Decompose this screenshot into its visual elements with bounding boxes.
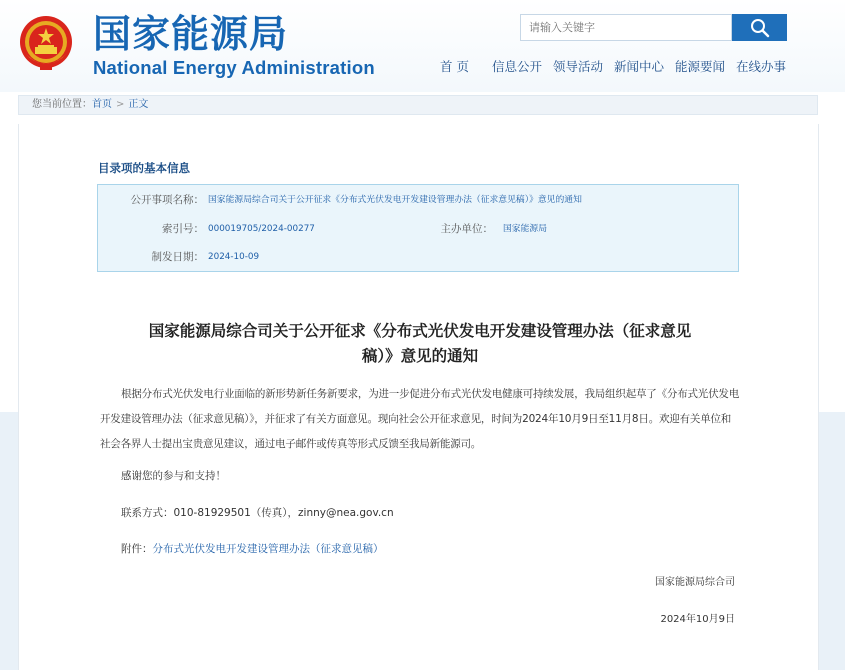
info-name-value: 国家能源局综合司关于公开征求《分布式光伏发电开发建设管理办法（征求意见稿）》意见的通知 <box>208 195 582 205</box>
info-index-value: 000019705/2024-00277 <box>208 224 315 234</box>
site-title-en[interactable]: National Energy Administration <box>93 57 375 78</box>
nav-item-leader-activity[interactable]: 领导活动 <box>553 59 604 74</box>
article-thanks: 感谢您的参与和支持！ <box>121 470 226 482</box>
article-attachment <box>121 541 384 557</box>
breadcrumb-home-link[interactable]: 首页 <box>92 99 112 110</box>
search-input[interactable] <box>520 14 732 41</box>
main-nav <box>440 57 794 77</box>
info-org-label: 主办单位： <box>440 223 493 235</box>
article-contact: 联系方式：010-81929501（传真），zinny@nea.gov.cn <box>121 507 394 519</box>
search-button[interactable] <box>732 14 787 41</box>
national-emblem-icon[interactable] <box>18 14 74 74</box>
article-title-line2: 稿）》意见的通知 <box>361 346 479 365</box>
article-sign-date: 2024年10月9日 <box>660 614 735 625</box>
breadcrumb-separator: > <box>116 99 125 110</box>
article-signer: 国家能源局综合司 <box>655 577 735 588</box>
nav-item-energy-news[interactable]: 能源要闻 <box>675 59 726 74</box>
breadcrumb-current[interactable]: 正文 <box>128 99 149 110</box>
info-index-label: 索引号： <box>162 223 204 235</box>
breadcrumb <box>18 95 818 115</box>
info-date-label: 制发日期： <box>151 251 204 263</box>
nav-item-info-public[interactable]: 信息公开 <box>492 59 543 74</box>
info-date-value: 2024-10-09 <box>208 252 260 262</box>
info-name-label: 公开事项名称： <box>130 194 204 206</box>
article-title-line1: 国家能源局综合司关于公开征求《分布式光伏发电开发建设管理办法（征求意见 <box>148 321 692 340</box>
attachment-label: 附件： <box>121 543 153 555</box>
search-icon <box>750 18 770 38</box>
site-header <box>0 0 845 92</box>
nav-item-home[interactable]: 首 页 <box>440 59 469 74</box>
site-title-cn[interactable]: 国家能源局 <box>93 12 289 56</box>
nav-item-news-center[interactable]: 新闻中心 <box>614 59 665 74</box>
info-org-value: 国家能源局 <box>503 224 547 234</box>
info-box <box>97 184 739 272</box>
attachment-link[interactable]: 分布式光伏发电开发建设管理办法（征求意见稿） <box>152 543 384 555</box>
nav-item-online-service[interactable]: 在线办事 <box>736 59 787 74</box>
breadcrumb-prefix: 您当前位置： <box>32 99 92 110</box>
article-title <box>100 318 740 368</box>
article-body: 根据分布式光伏发电行业面临的新形势新任务新要求，为进一步促进分布式光伏发电健康可持续发展，我局组织起草了《分布式光伏发电开发建设管理办法（征求意见稿）》，并征求了有关方面意见。现向社会公开征求意见，时间为2024年10月9日至11月8日。欢迎有关单位和社会各界人士提出宝贵意见建议，通过电子邮件或传真等形式反馈至我局新能源司。 <box>100 388 739 450</box>
info-section-title: 目录项的基本信息 <box>98 161 190 175</box>
